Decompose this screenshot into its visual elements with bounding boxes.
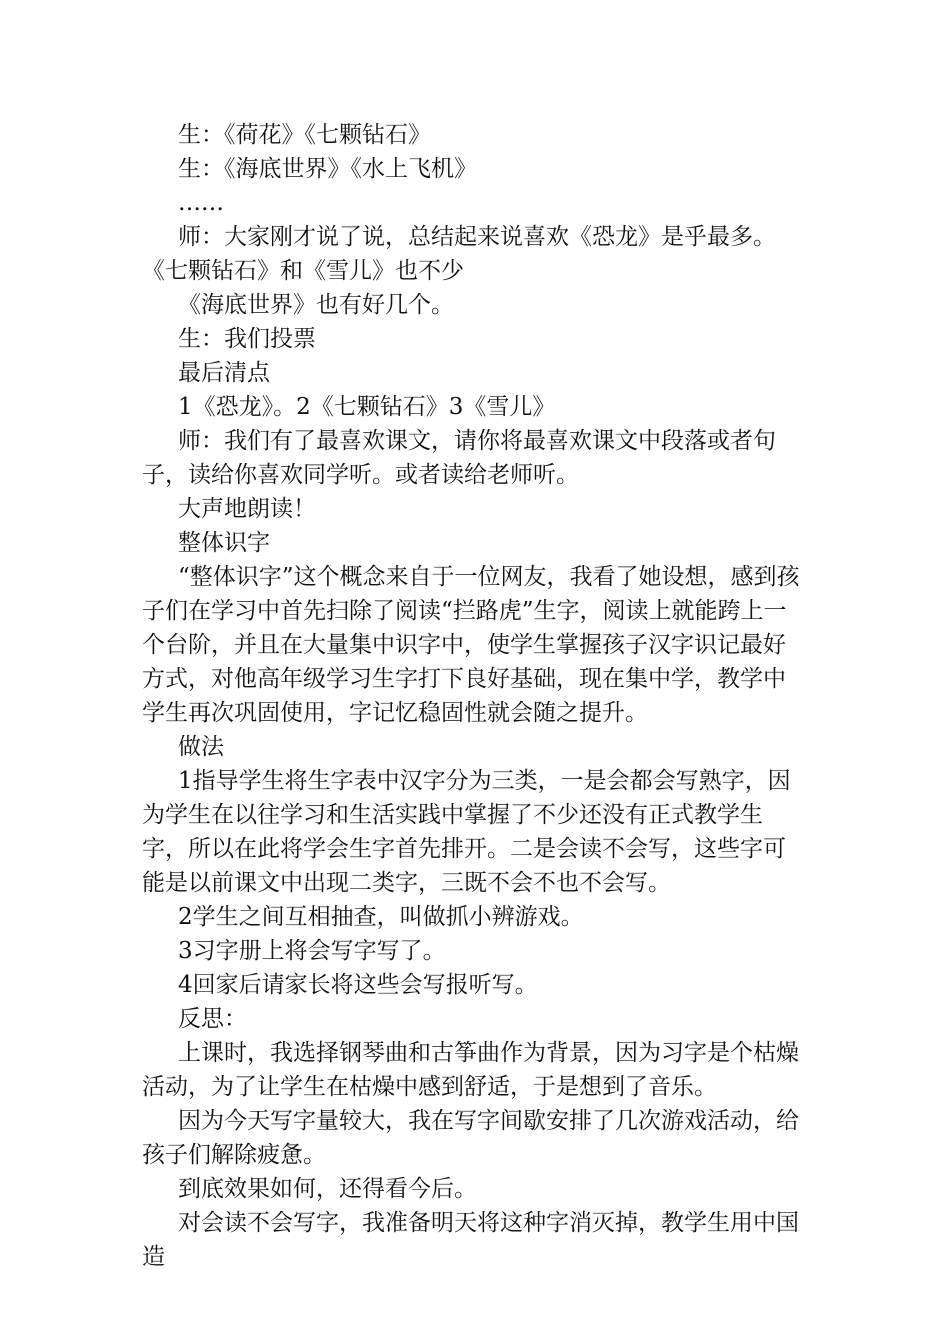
paragraph: 1指导学生将生字表中汉字分为三类，一是会都会写熟字，因为学生在以往学习和生活实践中掌握了不少还没有正式教学生字，所以在此将学会生字首先排开。二是会读不会写，这些字可能是以前课文中出现二类字，三既不会不也不会写。 [142,768,791,896]
paragraph: 生：《荷花》《七颗钻石》 [178,122,431,148]
section-heading: 反思： [178,1006,247,1032]
paragraph: 《海底世界》也有好几个。 [178,292,454,318]
document-body [142,118,808,1274]
paragraph: 1《恐龙》。2《七颗钻石》3《雪儿》 [178,394,556,420]
paragraph: 对会读不会写字，我准备明天将这种字消灭掉，教学生用中国造 [142,1210,799,1270]
section-heading: 整体识字 [178,530,270,556]
paragraph: 师：大家刚才说了说，总结起来说喜欢《恐龙》是乎最多。《七颗钻石》和《雪儿》也不少 [142,224,776,284]
section-heading: 做法 [178,734,224,760]
paragraph: …… [178,190,224,216]
paragraph: 上课时，我选择钢琴曲和古筝曲作为背景，因为习字是个枯燥活动，为了让学生在枯燥中感到舒适，于是想到了音乐。 [142,1040,799,1100]
paragraph: 3习字册上将会写字写了。 [178,938,446,964]
paragraph: 最后清点 [178,360,270,386]
paragraph: 4回家后请家长将这些会写报听写。 [178,972,538,998]
paragraph: 到底效果如何，还得看今后。 [178,1176,477,1202]
paragraph: 2学生之间互相抽查，叫做抓小辨游戏。 [178,904,584,930]
paragraph: 生：我们投票 [178,326,316,352]
paragraph: “整体识字”这个概念来自于一位网友，我看了她设想，感到孩子们在学习中首先扫除了阅读“拦路虎”生字，阅读上就能跨上一个台阶，并且在大量集中识字中，使学生掌握孩子汉字识记最好方式，对他高年级学习生字打下良好基础，现在集中学，教学中学生再次巩固使用，字记忆稳固性就会随之提升。 [142,564,800,726]
paragraph: 生：《海底世界》《水上飞机》 [178,156,477,182]
paragraph: 师：我们有了最喜欢课文，请你将最喜欢课文中段落或者句子，读给你喜欢同学听。或者读给老师听。 [142,428,776,488]
paragraph: 因为今天写字量较大，我在写字间歇安排了几次游戏活动，给孩子们解除疲惫。 [142,1108,799,1168]
paragraph: 大声地朗读！ [178,496,316,522]
